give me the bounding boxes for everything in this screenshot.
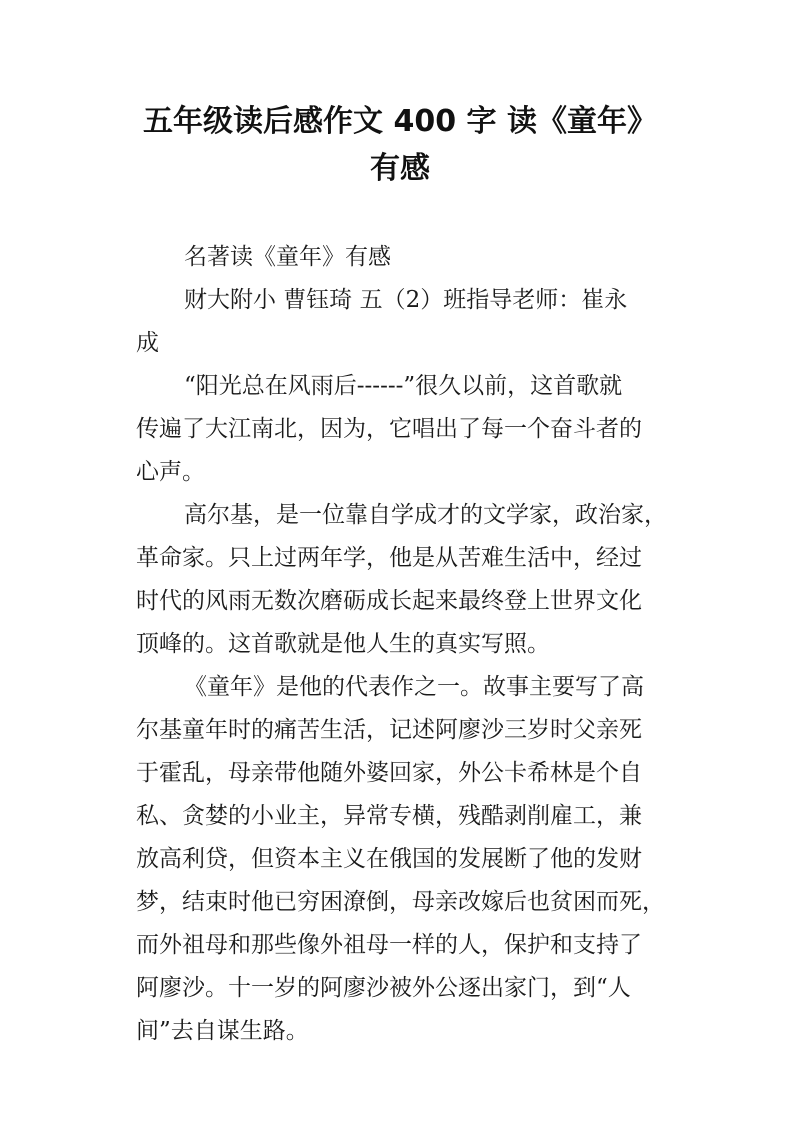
text-line: 财大附小 曹钰琦 五（2）班指导老师：崔永 [184, 287, 628, 313]
text-line: 梦，结束时他已穷困潦倒，母亲改嫁后也贫困而死， [136, 889, 665, 915]
text-line: 成 [136, 330, 159, 356]
text-line: 于霍乱，母亲带他随外婆回家，外公卡希林是个自 [136, 760, 642, 786]
text-line: 而外祖母和那些像外祖母一样的人，保护和支持了 [136, 932, 642, 958]
text-line: “阳光总在风雨后------”很久以前，这首歌就 [184, 373, 623, 399]
paragraph-2 [136, 498, 676, 670]
text-line: 革命家。只上过两年学，他是从苦难生活中，经过 [136, 545, 642, 571]
text-line: 阿廖沙。十一岁的阿廖沙被外公逐出家门，到“人 [136, 975, 631, 1001]
document-title [0, 98, 800, 192]
paragraph-1 [136, 369, 676, 498]
title-line-2: 有感 [370, 151, 430, 186]
paragraph-3 [136, 670, 676, 1057]
text-line: 《童年》是他的代表作之一。故事主要写了高 [184, 674, 644, 700]
text-line: 顶峰的。这首歌就是他人生的真实写照。 [136, 631, 550, 657]
title-line-1: 五年级读后感作文 400 字 读《童年》 [143, 104, 657, 139]
text-line: 尔基童年时的痛苦生活，记述阿廖沙三岁时父亲死 [136, 717, 642, 743]
text-line: 私、贪婪的小业主，异常专横，残酷剥削雇工，兼 [136, 803, 642, 829]
text-line: 放高利贷，但资本主义在俄国的发展断了他的发财 [136, 846, 642, 872]
author-line [136, 283, 676, 369]
text-line: 间”去自谋生路。 [136, 1018, 309, 1044]
subtitle [136, 240, 676, 283]
text-line: 传遍了大江南北，因为，它唱出了每一个奋斗者的 [136, 416, 642, 442]
text-line: 心声。 [136, 459, 205, 485]
text-line: 时代的风雨无数次磨砺成长起来最终登上世界文化 [136, 588, 642, 614]
text-line: 名著读《童年》有感 [184, 244, 391, 270]
text-line: 高尔基，是一位靠自学成才的文学家，政治家， [184, 502, 667, 528]
document-body [136, 240, 676, 1057]
